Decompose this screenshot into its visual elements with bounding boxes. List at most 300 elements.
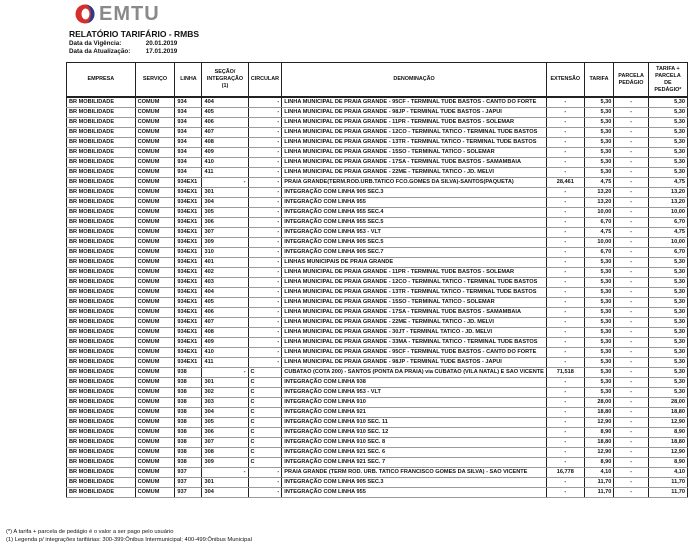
cell-total: 5,30 [648, 168, 687, 178]
cell-linha: 938 [175, 458, 202, 468]
table-row [67, 158, 688, 168]
cell-tarifa: 5,30 [584, 338, 614, 348]
table-row [67, 218, 688, 228]
cell-servico: COMUM [135, 338, 175, 348]
cell-linha: 938 [175, 368, 202, 378]
cell-tarifa: 5,30 [584, 128, 614, 138]
cell-servico: COMUM [135, 288, 175, 298]
cell-empresa: BR MOBILIDADE [67, 278, 136, 288]
cell-tarifa: 4,75 [584, 178, 614, 188]
cell-circular: - [248, 198, 282, 208]
cell-denominacao: INTEGRAÇÃO COM LINHA 905 SEC.3 [282, 478, 547, 488]
cell-tarifa: 8,90 [584, 428, 614, 438]
table-row [67, 478, 688, 488]
cell-servico: COMUM [135, 358, 175, 368]
cell-tarifa: 6,70 [584, 248, 614, 258]
header-circular: CIRCULAR [248, 63, 282, 98]
cell-circular: C [248, 398, 282, 408]
cell-empresa: BR MOBILIDADE [67, 318, 136, 328]
cell-extensao: - [546, 358, 584, 368]
emtu-logo [75, 3, 160, 25]
cell-secao: 307 [202, 228, 248, 238]
cell-total: 12,90 [648, 448, 687, 458]
cell-linha: 934EX1 [175, 188, 202, 198]
table-row [67, 168, 688, 178]
cell-empresa: BR MOBILIDADE [67, 248, 136, 258]
cell-denominacao: LINHA MUNICIPAL DE PRAIA GRANDE - 22ME - TERMINAL TATICO - JD. MELVI [282, 168, 547, 178]
cell-parcela: - [614, 468, 648, 478]
table-row [67, 358, 688, 368]
emtu-logo-icon [75, 4, 95, 24]
cell-denominacao: INTEGRAÇÃO COM LINHA 921 [282, 408, 547, 418]
cell-circular: - [248, 128, 282, 138]
footnote-legenda: (1) Legenda p/ integrações tarifárias: 300-399:Ônibus Intermunicipal; 400-499:Ônibus Municipal [6, 537, 252, 543]
table-row [67, 338, 688, 348]
cell-circular: - [248, 348, 282, 358]
header-tarifa: TARIFA [584, 63, 614, 98]
cell-circular: - [248, 118, 282, 128]
table-row [67, 418, 688, 428]
cell-circular: - [248, 268, 282, 278]
cell-secao: 303 [202, 398, 248, 408]
cell-servico: COMUM [135, 268, 175, 278]
cell-extensao: - [546, 248, 584, 258]
atualizacao-value: 17.01.2019 [145, 48, 178, 55]
cell-total: 6,70 [648, 248, 687, 258]
cell-total: 5,30 [648, 308, 687, 318]
cell-tarifa: 5,30 [584, 368, 614, 378]
header-total: TARIFA + PARCELA DE PEDÁGIO* [648, 63, 687, 98]
cell-linha: 934EX1 [175, 308, 202, 318]
cell-empresa: BR MOBILIDADE [67, 158, 136, 168]
cell-secao: 405 [202, 298, 248, 308]
cell-circular: C [248, 438, 282, 448]
cell-denominacao: INTEGRAÇÃO COM LINHA 921 SEC. 6 [282, 448, 547, 458]
cell-secao: - [202, 468, 248, 478]
cell-denominacao: INTEGRAÇÃO COM LINHA 955 [282, 198, 547, 208]
table-row [67, 448, 688, 458]
cell-linha: 938 [175, 428, 202, 438]
cell-circular: - [248, 108, 282, 118]
cell-circular: - [248, 218, 282, 228]
cell-secao: 408 [202, 138, 248, 148]
cell-servico: COMUM [135, 348, 175, 358]
cell-parcela: - [614, 378, 648, 388]
cell-parcela: - [614, 178, 648, 188]
cell-linha: 934EX1 [175, 298, 202, 308]
cell-secao: 409 [202, 338, 248, 348]
cell-empresa: BR MOBILIDADE [67, 438, 136, 448]
cell-tarifa: 10,00 [584, 238, 614, 248]
cell-secao: 306 [202, 218, 248, 228]
cell-secao: 404 [202, 288, 248, 298]
cell-parcela: - [614, 368, 648, 378]
cell-servico: COMUM [135, 198, 175, 208]
cell-total: 5,30 [648, 348, 687, 358]
cell-total: 5,30 [648, 268, 687, 278]
cell-linha: 934EX1 [175, 278, 202, 288]
cell-linha: 937 [175, 488, 202, 498]
cell-circular: - [248, 158, 282, 168]
cell-empresa: BR MOBILIDADE [67, 118, 136, 128]
cell-secao: 301 [202, 478, 248, 488]
cell-extensao: - [546, 438, 584, 448]
table-row [67, 128, 688, 138]
cell-secao: - [202, 178, 248, 188]
cell-circular: - [248, 318, 282, 328]
cell-total: 11,70 [648, 478, 687, 488]
cell-extensao: 71,518 [546, 368, 584, 378]
cell-servico: COMUM [135, 108, 175, 118]
cell-linha: 934EX1 [175, 338, 202, 348]
cell-circular: - [248, 238, 282, 248]
cell-total: 5,30 [648, 378, 687, 388]
cell-linha: 934EX1 [175, 228, 202, 238]
cell-servico: COMUM [135, 218, 175, 228]
cell-tarifa: 5,30 [584, 348, 614, 358]
table-body [67, 97, 688, 498]
table-row [67, 468, 688, 478]
cell-circular: - [248, 208, 282, 218]
cell-linha: 934EX1 [175, 328, 202, 338]
cell-secao: 402 [202, 268, 248, 278]
header-linha: LINHA [175, 63, 202, 98]
cell-extensao: - [546, 388, 584, 398]
cell-total: 5,30 [648, 108, 687, 118]
cell-linha: 937 [175, 478, 202, 488]
cell-empresa: BR MOBILIDADE [67, 138, 136, 148]
cell-empresa: BR MOBILIDADE [67, 348, 136, 358]
cell-secao: 410 [202, 348, 248, 358]
cell-total: 28,00 [648, 398, 687, 408]
cell-linha: 934 [175, 118, 202, 128]
cell-tarifa: 13,20 [584, 188, 614, 198]
cell-empresa: BR MOBILIDADE [67, 228, 136, 238]
cell-extensao: - [546, 188, 584, 198]
cell-circular: - [248, 338, 282, 348]
cell-linha: 934 [175, 148, 202, 158]
cell-parcela: - [614, 118, 648, 128]
table-row [67, 488, 688, 498]
cell-servico: COMUM [135, 478, 175, 488]
cell-empresa: BR MOBILIDADE [67, 298, 136, 308]
cell-tarifa: 13,20 [584, 198, 614, 208]
cell-extensao: - [546, 398, 584, 408]
cell-servico: COMUM [135, 388, 175, 398]
cell-servico: COMUM [135, 408, 175, 418]
cell-tarifa: 18,80 [584, 408, 614, 418]
cell-tarifa: 5,30 [584, 318, 614, 328]
cell-secao: 304 [202, 408, 248, 418]
cell-tarifa: 5,30 [584, 158, 614, 168]
table-row [67, 208, 688, 218]
cell-tarifa: 12,90 [584, 448, 614, 458]
table-row [67, 97, 688, 108]
cell-parcela: - [614, 328, 648, 338]
cell-empresa: BR MOBILIDADE [67, 97, 136, 108]
cell-servico: COMUM [135, 238, 175, 248]
cell-denominacao: INTEGRAÇÃO COM LINHA 953 - VLT [282, 228, 547, 238]
cell-empresa: BR MOBILIDADE [67, 198, 136, 208]
footnote-tarifa: (*) A tarifa + parcela de pedágio é o valor a ser pago pelo usuário [6, 529, 174, 535]
cell-circular: - [248, 488, 282, 498]
cell-extensao: - [546, 308, 584, 318]
cell-denominacao: LINHA MUNICIPAL DE PRAIA GRANDE - 17SA - TERMINAL TUDE BASTOS - SAMAMBAIA [282, 158, 547, 168]
tariff-table [66, 62, 688, 498]
cell-linha: 934EX1 [175, 258, 202, 268]
cell-servico: COMUM [135, 138, 175, 148]
cell-denominacao: LINHA MUNICIPAL DE PRAIA GRANDE - 15SO - TERMINAL TATICO - SOLEMAR [282, 298, 547, 308]
cell-total: 5,30 [648, 97, 687, 108]
cell-total: 18,80 [648, 438, 687, 448]
cell-linha: 934EX1 [175, 178, 202, 188]
cell-total: 12,90 [648, 418, 687, 428]
cell-empresa: BR MOBILIDADE [67, 308, 136, 318]
cell-extensao: - [546, 328, 584, 338]
cell-tarifa: 11,70 [584, 488, 614, 498]
table-row [67, 258, 688, 268]
cell-linha: 938 [175, 438, 202, 448]
cell-tarifa: 5,30 [584, 388, 614, 398]
cell-parcela: - [614, 278, 648, 288]
cell-linha: 934 [175, 108, 202, 118]
atualizacao-label: Data da Atualização: [69, 48, 131, 55]
cell-tarifa: 5,30 [584, 278, 614, 288]
cell-circular: C [248, 368, 282, 378]
cell-linha: 934EX1 [175, 358, 202, 368]
cell-total: 8,90 [648, 458, 687, 468]
cell-empresa: BR MOBILIDADE [67, 388, 136, 398]
cell-linha: 938 [175, 388, 202, 398]
cell-denominacao: INTEGRAÇÃO COM LINHA 955 SEC.5 [282, 218, 547, 228]
cell-circular: - [248, 478, 282, 488]
cell-total: 5,30 [648, 358, 687, 368]
cell-empresa: BR MOBILIDADE [67, 428, 136, 438]
cell-linha: 934EX1 [175, 218, 202, 228]
cell-linha: 934EX1 [175, 238, 202, 248]
cell-linha: 934EX1 [175, 198, 202, 208]
table-row [67, 108, 688, 118]
cell-secao: 409 [202, 148, 248, 158]
cell-servico: COMUM [135, 438, 175, 448]
cell-total: 5,30 [648, 258, 687, 268]
cell-denominacao: INTEGRAÇÃO COM LINHA 905 SEC.7 [282, 248, 547, 258]
table-row [67, 298, 688, 308]
cell-denominacao: CUBATAO (COTA 200) - SANTOS (PONTA DA PRAIA) via CUBATAO (VILA NATAL) E SAO VICENTE [282, 368, 547, 378]
table-row [67, 288, 688, 298]
cell-extensao: - [546, 258, 584, 268]
cell-servico: COMUM [135, 128, 175, 138]
cell-parcela: - [614, 228, 648, 238]
cell-total: 5,30 [648, 368, 687, 378]
table-row [67, 348, 688, 358]
cell-total: 10,00 [648, 238, 687, 248]
cell-denominacao: LINHAS MUNICIPAIS DE PRAIA GRANDE [282, 258, 547, 268]
cell-extensao: - [546, 488, 584, 498]
cell-total: 5,30 [648, 118, 687, 128]
cell-empresa: BR MOBILIDADE [67, 108, 136, 118]
cell-empresa: BR MOBILIDADE [67, 128, 136, 138]
cell-servico: COMUM [135, 208, 175, 218]
cell-extensao: - [546, 218, 584, 228]
table-row [67, 148, 688, 158]
cell-servico: COMUM [135, 228, 175, 238]
cell-total: 18,80 [648, 408, 687, 418]
cell-extensao: - [546, 378, 584, 388]
cell-parcela: - [614, 188, 648, 198]
cell-servico: COMUM [135, 428, 175, 438]
header-servico: SERVIÇO [135, 63, 175, 98]
cell-extensao: - [546, 348, 584, 358]
cell-denominacao: INTEGRAÇÃO COM LINHA 938 [282, 378, 547, 388]
cell-parcela: - [614, 248, 648, 258]
table-row [67, 308, 688, 318]
vigencia-value: 20.01.2019 [145, 40, 178, 47]
cell-total: 5,30 [648, 388, 687, 398]
cell-denominacao: INTEGRAÇÃO COM LINHA 905 SEC.3 [282, 188, 547, 198]
cell-servico: COMUM [135, 328, 175, 338]
cell-total: 13,20 [648, 188, 687, 198]
cell-denominacao: INTEGRAÇÃO COM LINHA 953 - VLT [282, 388, 547, 398]
cell-servico: COMUM [135, 97, 175, 108]
cell-empresa: BR MOBILIDADE [67, 148, 136, 158]
cell-linha: 937 [175, 468, 202, 478]
cell-tarifa: 6,70 [584, 218, 614, 228]
cell-circular: C [248, 458, 282, 468]
cell-servico: COMUM [135, 368, 175, 378]
cell-denominacao: LINHA MUNICIPAL DE PRAIA GRANDE - 95CF - TERMINAL TUDE BASTOS - CANTO DO FORTE [282, 97, 547, 108]
cell-secao: 306 [202, 428, 248, 438]
cell-empresa: BR MOBILIDADE [67, 368, 136, 378]
cell-secao: 411 [202, 168, 248, 178]
cell-extensao: - [546, 338, 584, 348]
cell-servico: COMUM [135, 458, 175, 468]
header-extensao: EXTENSÃO [546, 63, 584, 98]
cell-servico: COMUM [135, 448, 175, 458]
cell-secao: 304 [202, 198, 248, 208]
cell-parcela: - [614, 148, 648, 158]
cell-tarifa: 5,30 [584, 328, 614, 338]
cell-parcela: - [614, 97, 648, 108]
cell-circular: - [248, 248, 282, 258]
cell-servico: COMUM [135, 398, 175, 408]
cell-total: 5,30 [648, 288, 687, 298]
table-row [67, 248, 688, 258]
cell-circular: - [248, 358, 282, 368]
cell-denominacao: INTEGRAÇÃO COM LINHA 921 SEC. 7 [282, 458, 547, 468]
cell-tarifa: 5,30 [584, 358, 614, 368]
table-row [67, 458, 688, 468]
table-row [67, 178, 688, 188]
cell-parcela: - [614, 308, 648, 318]
cell-extensao: 16,778 [546, 468, 584, 478]
cell-extensao: - [546, 288, 584, 298]
cell-secao: 407 [202, 318, 248, 328]
cell-denominacao: INTEGRAÇÃO COM LINHA 905 SEC.5 [282, 238, 547, 248]
cell-extensao: - [546, 408, 584, 418]
cell-servico: COMUM [135, 168, 175, 178]
cell-circular: - [248, 308, 282, 318]
cell-parcela: - [614, 418, 648, 428]
table-row [67, 398, 688, 408]
cell-extensao: - [546, 448, 584, 458]
cell-empresa: BR MOBILIDADE [67, 178, 136, 188]
cell-secao: 304 [202, 488, 248, 498]
cell-total: 4,75 [648, 178, 687, 188]
cell-secao: 309 [202, 238, 248, 248]
cell-parcela: - [614, 168, 648, 178]
cell-secao: 411 [202, 358, 248, 368]
cell-linha: 938 [175, 448, 202, 458]
cell-circular: - [248, 138, 282, 148]
cell-extensao: - [546, 268, 584, 278]
cell-total: 5,30 [648, 328, 687, 338]
cell-total: 4,10 [648, 468, 687, 478]
cell-secao: 406 [202, 308, 248, 318]
header-parcela: PARCELA PEDÁGIO [614, 63, 648, 98]
cell-secao: 407 [202, 128, 248, 138]
cell-tarifa: 11,70 [584, 478, 614, 488]
cell-circular: - [248, 278, 282, 288]
cell-total: 4,75 [648, 228, 687, 238]
cell-circular: C [248, 408, 282, 418]
cell-extensao: - [546, 158, 584, 168]
cell-circular: - [248, 468, 282, 478]
cell-extensao: - [546, 428, 584, 438]
header-empresa: EMPRESA [67, 63, 136, 98]
cell-linha: 934 [175, 168, 202, 178]
cell-circular: C [248, 448, 282, 458]
cell-parcela: - [614, 298, 648, 308]
cell-circular: C [248, 388, 282, 398]
cell-tarifa: 5,30 [584, 138, 614, 148]
cell-denominacao: LINHA MUNICIPAL DE PRAIA GRANDE - 12CO - TERMINAL TATICO - TERMINAL TUDE BASTOS [282, 278, 547, 288]
cell-empresa: BR MOBILIDADE [67, 268, 136, 278]
cell-tarifa: 5,30 [584, 268, 614, 278]
cell-total: 10,00 [648, 208, 687, 218]
cell-servico: COMUM [135, 178, 175, 188]
cell-servico: COMUM [135, 298, 175, 308]
cell-linha: 938 [175, 378, 202, 388]
cell-circular: - [248, 258, 282, 268]
table-row [67, 388, 688, 398]
cell-tarifa: 5,30 [584, 298, 614, 308]
cell-extensao: 28,461 [546, 178, 584, 188]
cell-secao: 404 [202, 97, 248, 108]
cell-denominacao: LINHA MUNICIPAL DE PRAIA GRANDE - 12CO - TERMINAL TATICO - TERMINAL TUDE BASTOS [282, 128, 547, 138]
cell-linha: 934 [175, 138, 202, 148]
header-secao: SEÇÃO/ INTEGRAÇÃO (1) [202, 63, 248, 98]
cell-circular: - [248, 188, 282, 198]
cell-empresa: BR MOBILIDADE [67, 468, 136, 478]
cell-secao: 307 [202, 438, 248, 448]
cell-tarifa: 28,00 [584, 398, 614, 408]
cell-extensao: - [546, 478, 584, 488]
table-row [67, 198, 688, 208]
cell-linha: 934EX1 [175, 318, 202, 328]
table-row [67, 328, 688, 338]
cell-linha: 934EX1 [175, 268, 202, 278]
cell-parcela: - [614, 198, 648, 208]
table-header-row [67, 63, 688, 98]
cell-parcela: - [614, 208, 648, 218]
cell-tarifa: 18,80 [584, 438, 614, 448]
cell-servico: COMUM [135, 488, 175, 498]
cell-circular: C [248, 418, 282, 428]
cell-empresa: BR MOBILIDADE [67, 358, 136, 368]
cell-total: 6,70 [648, 218, 687, 228]
cell-empresa: BR MOBILIDADE [67, 488, 136, 498]
